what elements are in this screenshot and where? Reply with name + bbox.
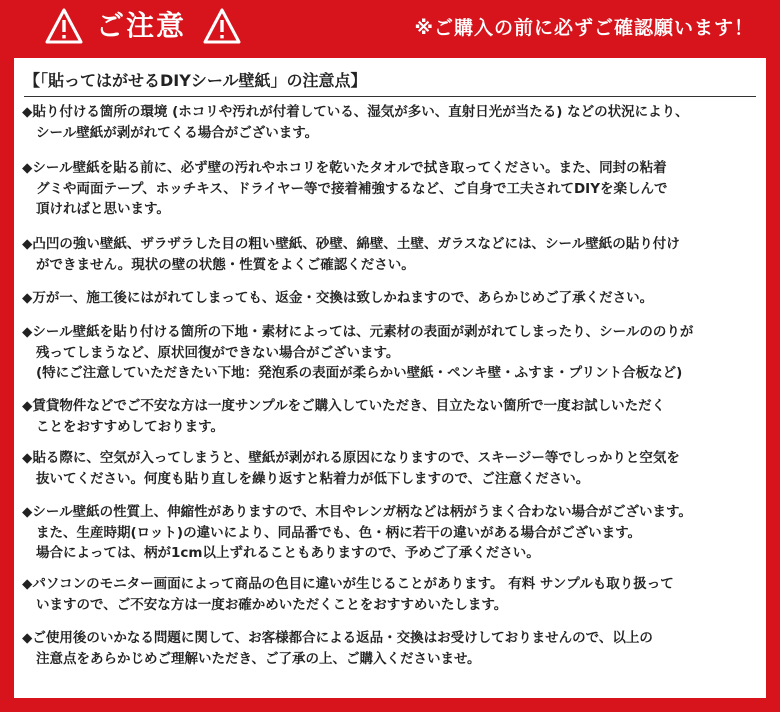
note-line: ことをおすすめしております。 [36,418,225,435]
note-line: ◆シール壁紙の性質上、伸縮性がありますので、木目やレンガ柄などは柄がうまく合わない場合がございます。 [22,504,692,520]
note-line: 残ってしまうなど、原状回復ができない場合がございます。 [36,344,400,361]
note-line: また、生産時期(ロット)の違いにより、同品番でも、色・柄に若干の違いがある場合がございます。 [36,524,641,541]
note-line: ができません。現状の壁の状態・性質をよくご確認ください。 [36,256,415,273]
note-line: ◆凸凹の強い壁紙、ザラザラした目の粗い壁紙、砂壁、綿壁、土壁、ガラスなどには、シール壁紙の貼り付け [22,236,680,252]
note-item-unsuitable-walls [22,234,768,275]
section-title: 【「貼ってはがせるDIYシール壁紙」の注意点】 [24,71,367,90]
confirm-notice: ※ご購入の前に必ずご確認願います！ [414,17,754,39]
notes-panel [14,58,766,698]
note-line: 抜いてください。何度も貼り直しを繰り返すと粘着力が低下しますので、ご注意ください。 [36,470,590,487]
warning-triangle-icon [44,7,84,45]
note-item-pattern-stretch [22,502,768,564]
note-line: (特にご注意していただきたい下地：発泡系の表面が柔らかい壁紙・ペンキ壁・ふすま・プリント合板など) [36,365,683,381]
note-item-air-bubbles [22,448,768,489]
note-line: いますので、ご不安な方は一度お確かめいただくことをおすすめいたします。 [36,596,508,613]
note-line: ◆シール壁紙を貼る前に、必ず壁の汚れやホコリを乾いたタオルで拭き取ってください。また、同封の粘着 [22,160,667,176]
warning-header [0,0,780,58]
note-item-monitor-colors [22,574,768,615]
note-line: グミや両面テープ、ホッチキス、ドライヤー等で接着補強するなど、ご自身で工夫されてDIYを楽しんで [36,180,668,197]
title-divider [24,96,756,97]
note-item-environment [22,102,768,143]
note-line: 頂ければと思います。 [36,201,170,217]
warning-triangle-icon [202,7,242,45]
note-item-after-use [22,628,768,669]
note-line: 場合によっては、柄が1cm以上ずれることもありますので、予めご了承ください。 [36,545,540,561]
header-title: ご注意 [96,9,187,42]
note-item-rental-sample [22,396,768,437]
note-line: ◆ご使用後のいかなる問題に関して、お客様都合による返品・交換はお受けしておりませんので、以上の [22,630,653,646]
note-line: ◆パソコンのモニター画面によって商品の色目に違いが生じることがあります。 有料 サンプルも取り扱って [22,576,674,592]
note-line: ◆賃貸物件などでご不安な方は一度サンプルをご購入していただき、目立たない箇所で一度お試しいただく [22,398,666,414]
note-line: シール壁紙が剥がれてくる場合がございます。 [36,124,319,141]
note-item-no-refund [22,288,768,309]
note-item-preparation [22,158,768,220]
note-line: ◆貼り付ける箇所の環境 (ホコリや汚れが付着している、湿気が多い、直射日光が当たる) などの状況により、 [22,104,689,120]
note-line: ◆シール壁紙を貼り付ける箇所の下地・素材によっては、元素材の表面が剥がれてしまったり、シールののりが [22,324,694,340]
note-line: ◆万が一、施工後にはがれてしまっても、返金・交換は致しかねますので、あらかじめご了承ください。 [22,290,654,306]
note-line: 注意点をあらかじめご理解いただき、ご了承の上、ご購入くださいませ。 [36,650,481,667]
note-item-restoration [22,322,768,384]
note-line: ◆貼る際に、空気が入ってしまうと、壁紙が剥がれる原因になりますので、スキージー等でしっかりと空気を [22,450,680,466]
